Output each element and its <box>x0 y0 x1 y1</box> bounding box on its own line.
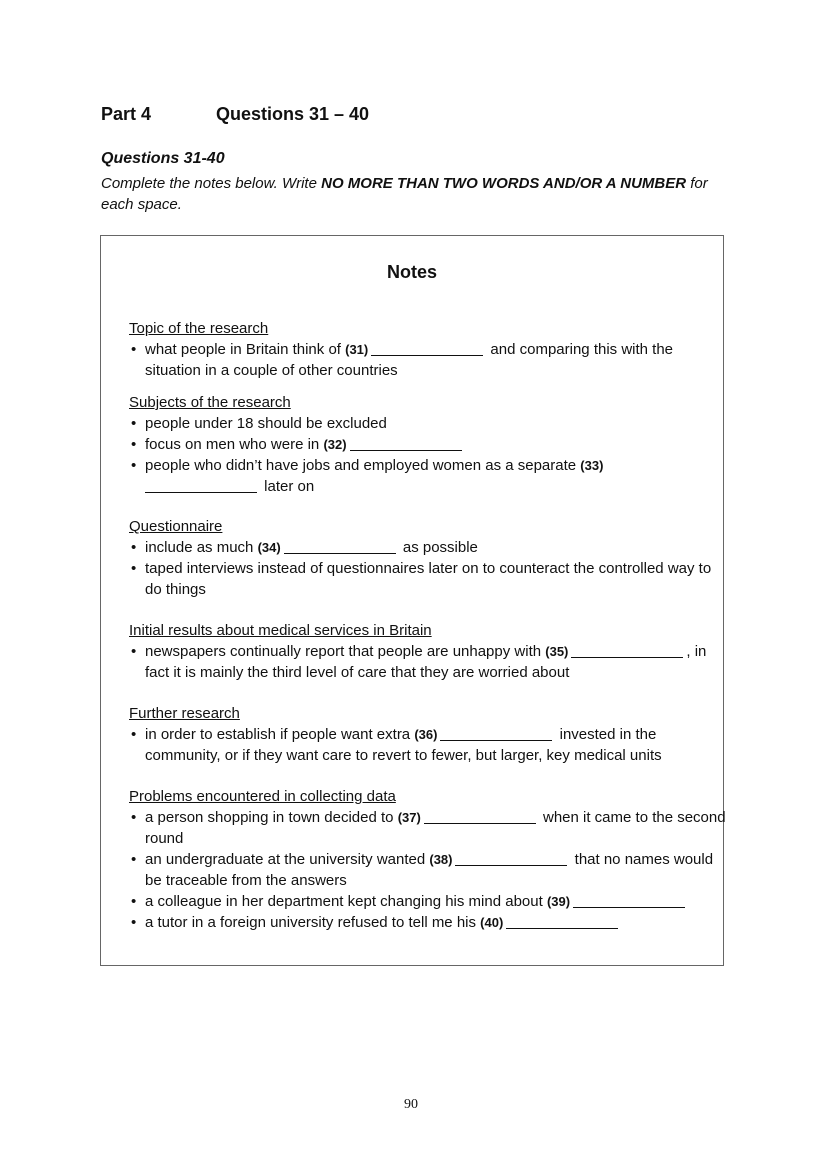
question-number: (38) <box>429 852 453 867</box>
item-text: people who didn’t have jobs and employed women as a separate <box>145 457 581 474</box>
answer-blank-33[interactable] <box>145 478 257 493</box>
item-text: later on <box>260 478 315 495</box>
question-number: (31) <box>345 342 369 357</box>
bullet-icon: • <box>131 341 137 358</box>
answer-blank-39[interactable] <box>573 893 685 908</box>
section-heading: Initial results about medical services in Britain <box>129 622 432 639</box>
item-text: an undergraduate at the university wanted <box>145 851 430 868</box>
question-number: (36) <box>414 727 438 742</box>
item-text: when it came to the second round <box>145 809 726 847</box>
notes-title: Notes <box>386 262 437 282</box>
page-number: 90 <box>404 1097 418 1112</box>
item-text: invested in the community, or if they want care to revert to fewer, but larger, key medical units <box>145 726 662 764</box>
section-questionnaire <box>129 516 729 600</box>
question-number: (33) <box>580 458 604 473</box>
section-initial-results <box>129 620 729 683</box>
section-heading: Problems encountered in collecting data <box>129 788 396 805</box>
question-number: (37) <box>397 810 421 825</box>
item-text: that no names would be traceable from the answers <box>145 851 714 889</box>
bullet-icon: • <box>131 914 137 931</box>
bullet-icon: • <box>131 893 137 910</box>
list-item <box>129 455 729 497</box>
section-heading: Subjects of the research <box>129 394 291 411</box>
part-label: Part 4 <box>101 104 152 124</box>
notes-box <box>100 235 724 966</box>
bullet-icon: • <box>131 851 137 868</box>
answer-blank-40[interactable] <box>506 914 618 929</box>
item-text: , in fact it is mainly the third level of care that they are worried about <box>145 643 707 681</box>
questions-range: Questions 31 – 40 <box>216 104 370 124</box>
list-item <box>129 434 729 455</box>
section-heading: Questionnaire <box>129 518 223 535</box>
bullet-icon: • <box>131 415 137 432</box>
item-text: what people in Britain think of <box>145 341 346 358</box>
part-heading <box>101 104 370 125</box>
item-text: newspapers continually report that people are unhappy with <box>145 643 546 660</box>
answer-blank-31[interactable] <box>371 341 483 356</box>
bullet-icon: • <box>131 436 137 453</box>
question-number: (40) <box>480 915 504 930</box>
item-text: people under 18 should be excluded <box>145 415 387 432</box>
section-heading: Further research <box>129 705 240 722</box>
question-number: (34) <box>257 540 281 555</box>
bullet-icon: • <box>131 457 137 474</box>
answer-blank-34[interactable] <box>284 539 396 554</box>
list-item <box>129 807 729 849</box>
list-item <box>129 537 729 558</box>
item-text: taped interviews instead of questionnaires later on to counteract the controlled way to do things <box>145 560 712 598</box>
list-item <box>129 413 729 434</box>
list-item <box>129 339 729 381</box>
item-text: a colleague in her department kept changing his mind about <box>145 893 547 910</box>
item-text: a tutor in a foreign university refused to tell me his <box>145 914 481 931</box>
instructions <box>101 173 741 215</box>
item-text: in order to establish if people want extra <box>145 726 415 743</box>
section-further-research <box>129 703 729 766</box>
bullet-icon: • <box>131 809 137 826</box>
instructions-pre: Complete the notes below. Write <box>101 175 322 192</box>
question-number: (39) <box>546 894 571 909</box>
section-subjects <box>129 392 729 497</box>
answer-blank-36[interactable] <box>440 726 552 741</box>
list-item <box>129 558 729 600</box>
item-text: as possible <box>398 539 478 556</box>
question-number: (32) <box>323 437 347 452</box>
answer-blank-37[interactable] <box>424 809 536 824</box>
bullet-icon: • <box>131 643 137 660</box>
list-item <box>129 912 729 933</box>
answer-blank-38[interactable] <box>455 851 567 866</box>
question-number: (35) <box>545 644 569 659</box>
answer-blank-32[interactable] <box>350 436 462 451</box>
item-text: focus on men who were in <box>145 436 324 453</box>
list-item <box>129 724 729 766</box>
questions-subtitle: Questions 31-40 <box>101 150 225 167</box>
instructions-post: for each space. <box>101 175 708 213</box>
section-problems <box>129 786 729 933</box>
list-item <box>129 891 729 912</box>
bullet-icon: • <box>131 539 137 556</box>
section-topic <box>129 318 729 381</box>
section-heading: Topic of the research <box>129 320 269 337</box>
list-item <box>129 849 729 891</box>
bullet-icon: • <box>131 560 137 577</box>
instructions-bold: NO MORE THAN TWO WORDS AND/OR A NUMBER <box>321 175 687 192</box>
list-item <box>129 641 729 683</box>
bullet-icon: • <box>131 726 137 743</box>
item-text: include as much <box>145 539 258 556</box>
item-text: and comparing this with the situation in a couple of other countries <box>145 341 674 379</box>
item-text: a person shopping in town decided to <box>145 809 398 826</box>
answer-blank-35[interactable] <box>571 643 683 658</box>
